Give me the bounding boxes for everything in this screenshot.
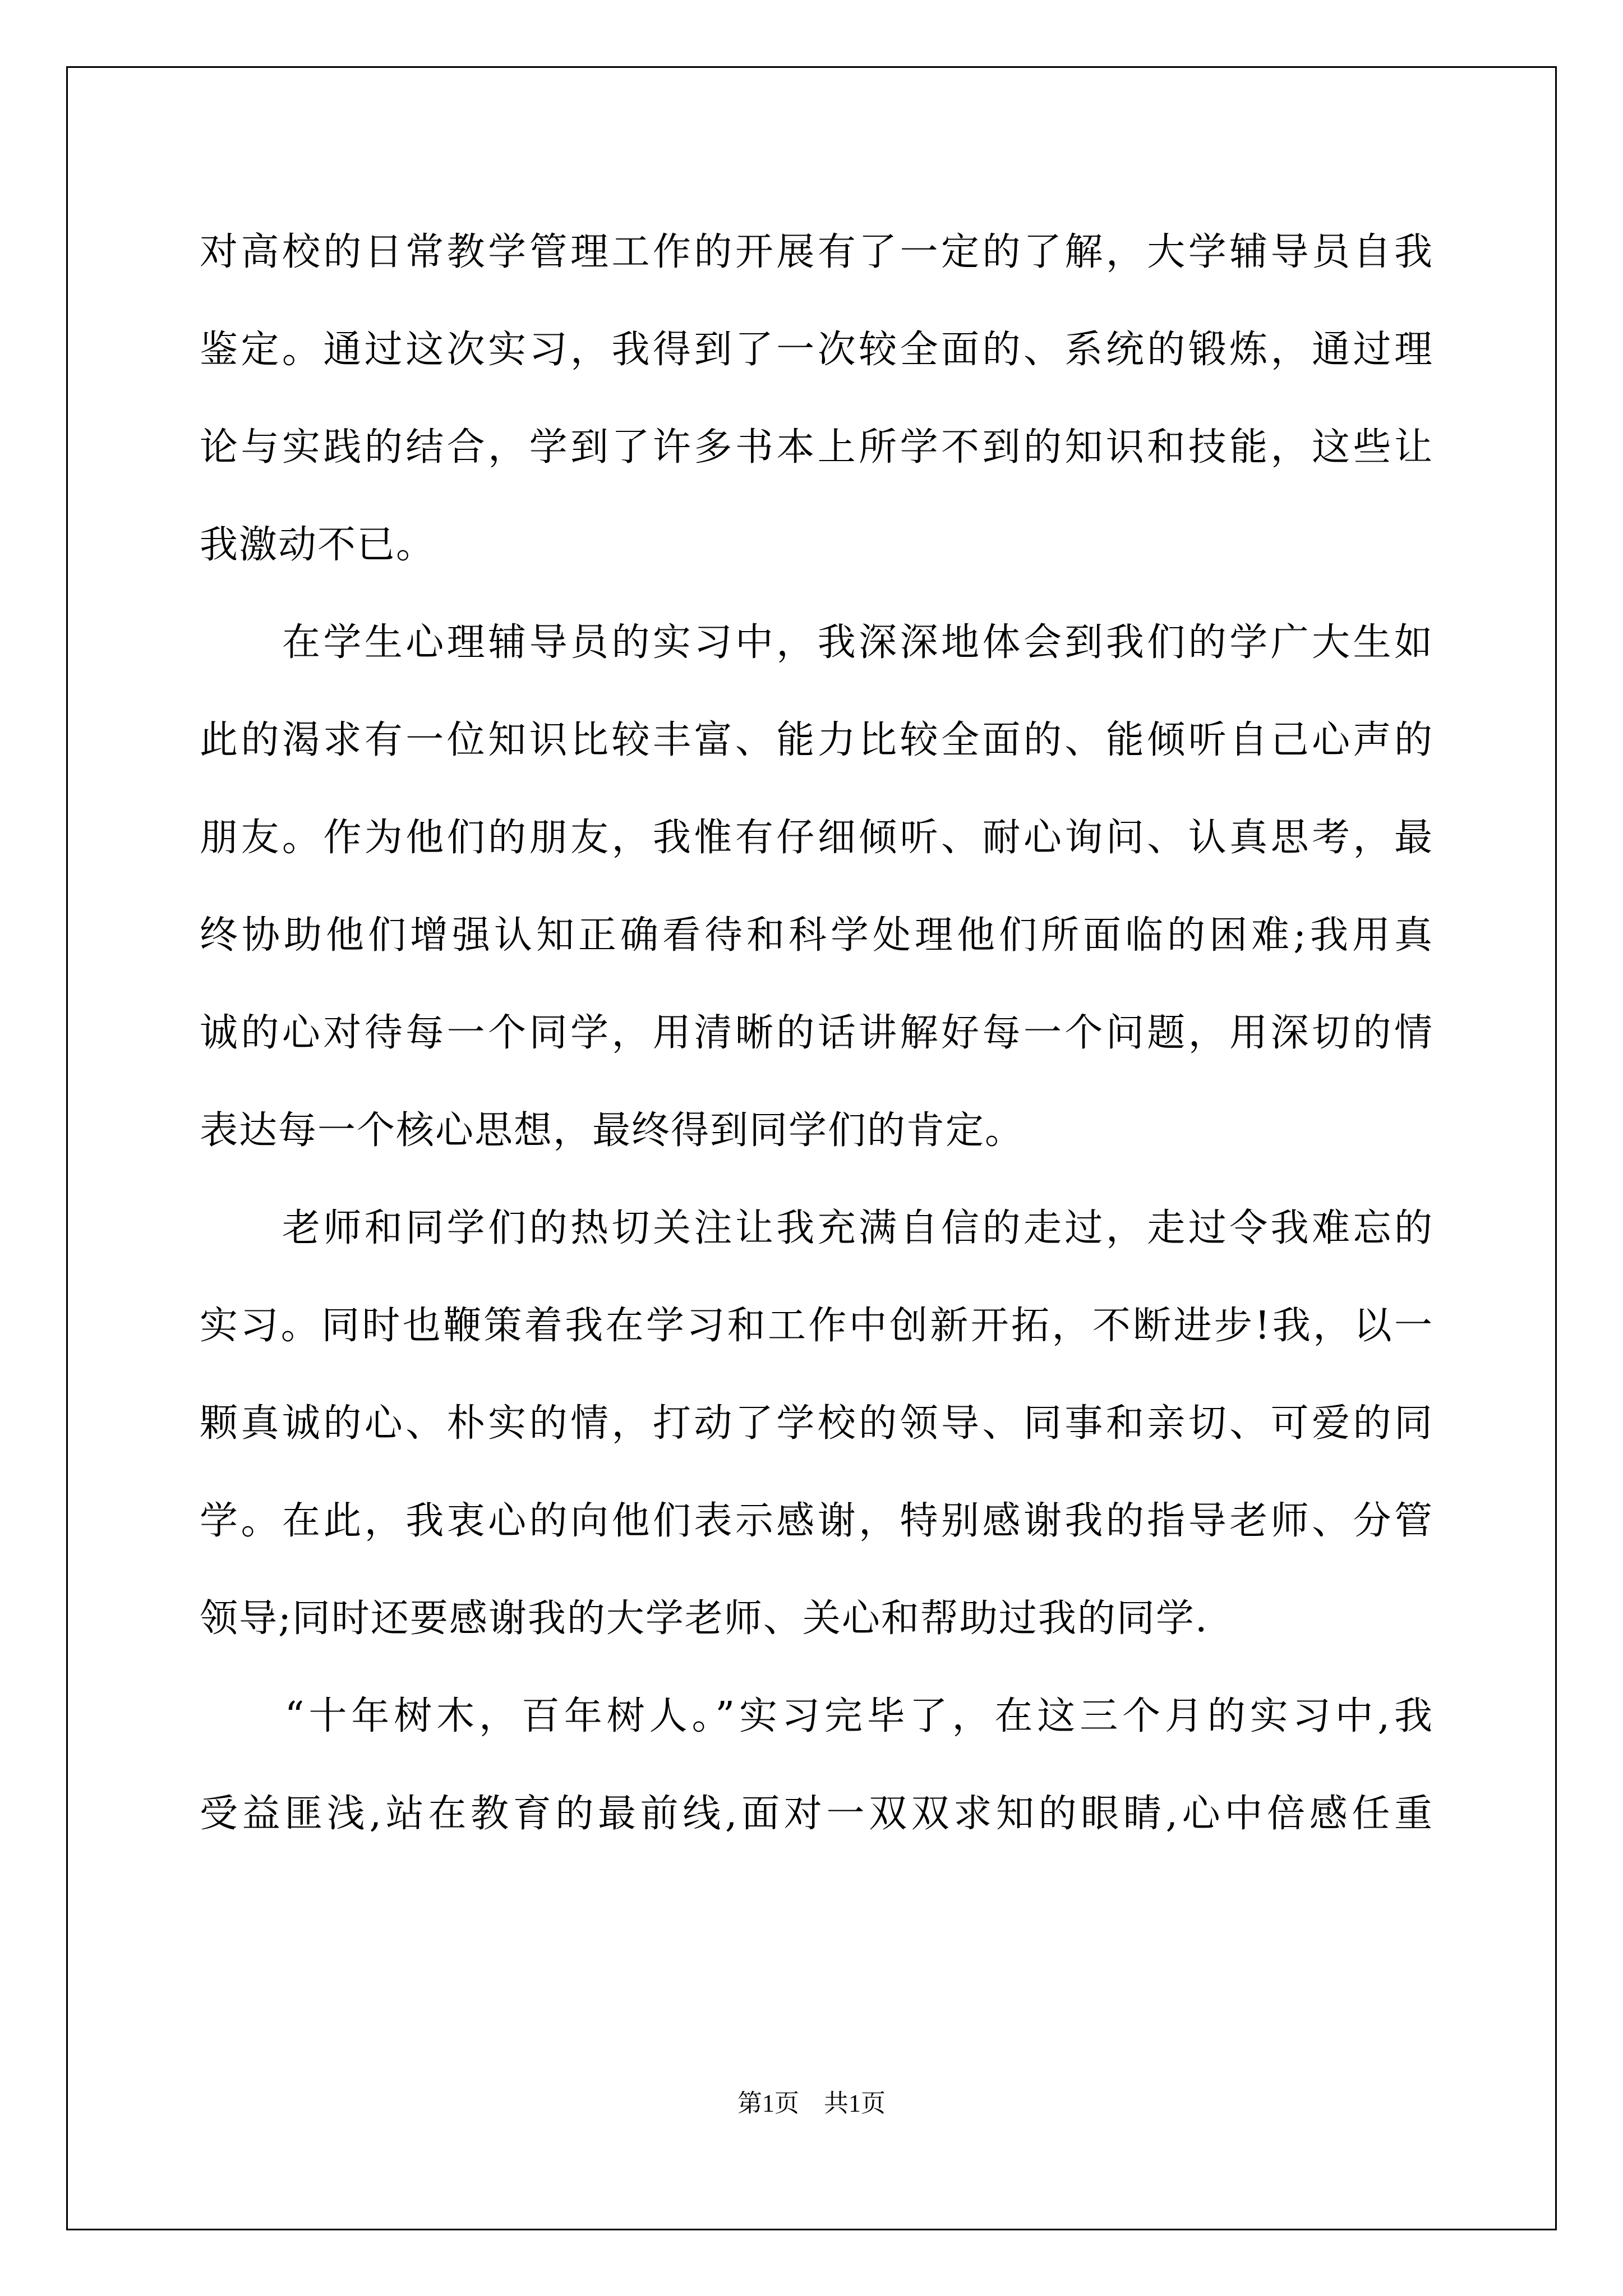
text-line: 终协助他们增强认知正确看待和科学处理他们所面临的困难;我用真 [200,913,1433,958]
text-line: 诚的心对待每一个同学，用清晰的话讲解好每一个问题，用深切的情 [200,1011,1433,1055]
text-line: 我激动不已。 [200,523,436,567]
paragraph-start-line: “十年树木，百年树人。”实习完毕了，在这三个月的实习中,我 [200,1694,1433,1738]
text-line: 表达每一个核心思想，最终得到同学们的肯定。 [200,1108,1025,1153]
text-line: 朋友。作为他们的朋友，我惟有仔细倾听、耐心询问、认真思考，最 [200,816,1433,860]
text-line: 鉴定。通过这次实习，我得到了一次较全面的、系统的锻炼，通过理 [200,328,1433,372]
page-footer: 第1页 共1页 [737,2090,886,2117]
text-line: 对高校的日常教学管理工作的开展有了一定的了解，大学辅导员自我 [200,230,1433,274]
paragraph-start-line: 在学生心理辅导员的实习中，我深深地体会到我们的学广大生如 [200,620,1433,665]
text-line: 受益匪浅,站在教育的最前线,面对一双双求知的眼睛,心中倍感任重 [200,1792,1433,1836]
text-line: 学。在此，我衷心的向他们表示感谢，特别感谢我的指导老师、分管 [200,1499,1433,1543]
text-line: 领导;同时还要感谢我的大学老师、关心和帮助过我的同学. [200,1596,1209,1641]
text-line: 实习。同时也鞭策着我在学习和工作中创新开拓，不断进步!我，以一 [200,1304,1433,1348]
paragraph-start-line: 老师和同学们的热切关注让我充满自信的走过，走过令我难忘的 [200,1206,1433,1250]
text-line: 论与实践的结合，学到了许多书本上所学不到的知识和技能，这些让 [200,425,1433,470]
text-line: 此的渴求有一位知识比较丰富、能力比较全面的、能倾听自己心声的 [200,718,1433,762]
text-line: 颗真诚的心、朴实的情，打动了学校的领导、同事和亲切、可爱的同 [200,1401,1433,1446]
